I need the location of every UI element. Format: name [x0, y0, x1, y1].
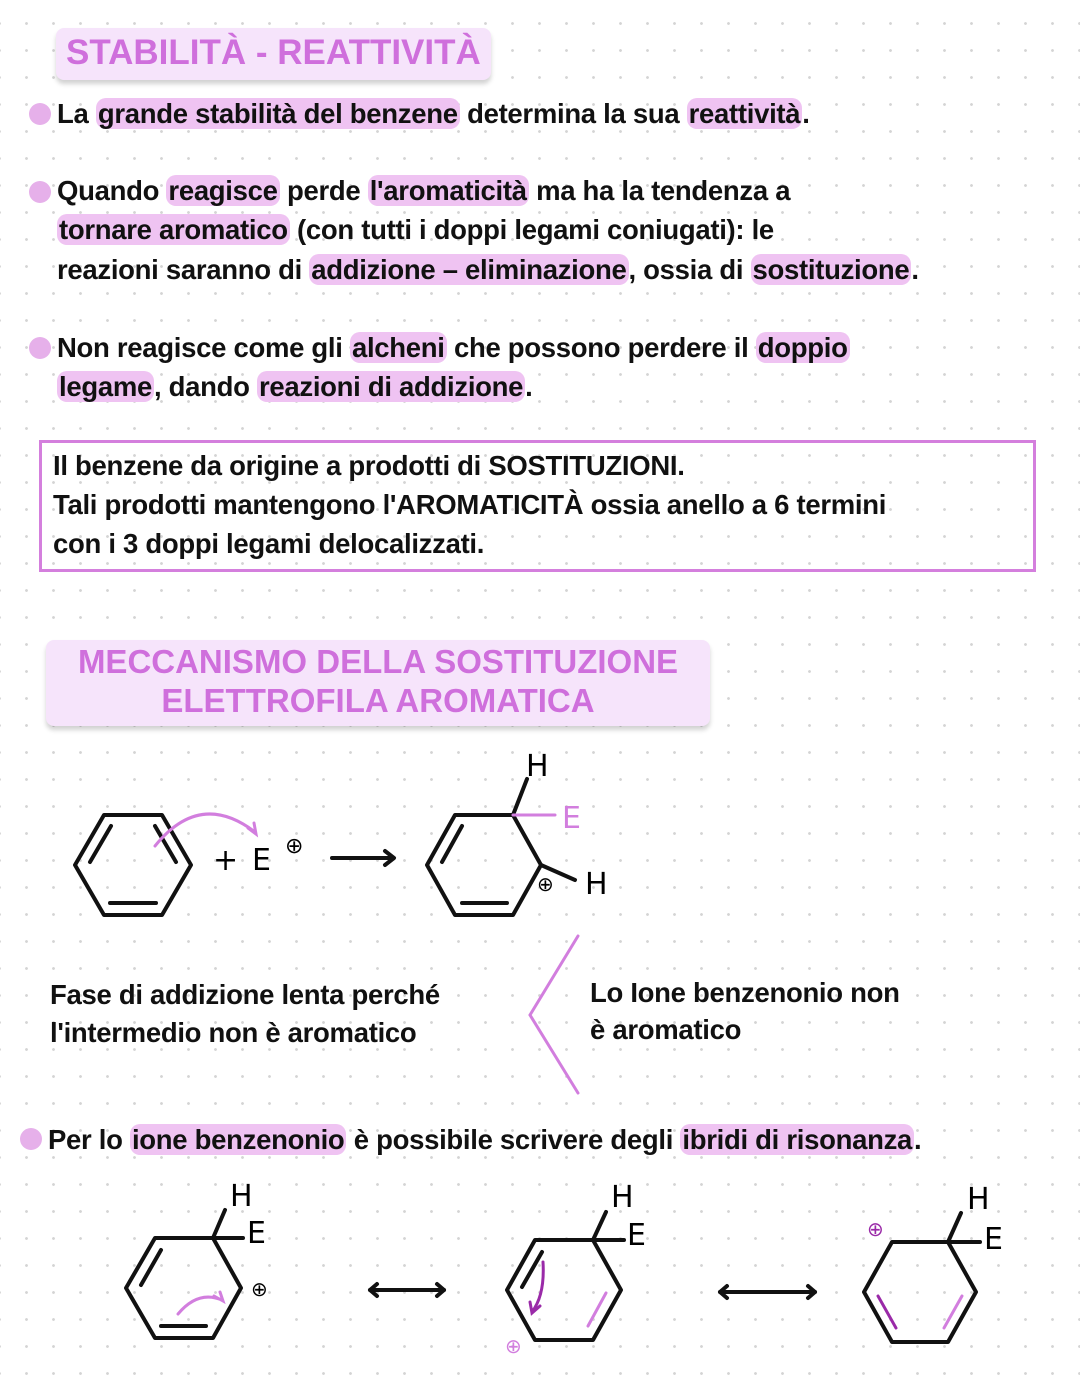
text: , dando: [153, 371, 257, 402]
benzene-ring: [75, 815, 191, 915]
text: Quando: [57, 175, 167, 206]
text: .: [911, 254, 919, 285]
text: La: [57, 98, 96, 129]
hydrogen-label: H: [967, 1182, 990, 1217]
highlight: ibridi di risonanza: [682, 1124, 913, 1155]
text: determina la sua: [459, 98, 687, 129]
paragraph-resonance: [48, 1121, 921, 1159]
benzenonium-ion: [427, 749, 608, 915]
section-title-stabilita: STABILITÀ - REATTIVITÀ: [56, 28, 491, 80]
highlight: legame: [59, 371, 152, 402]
positive-charge-icon: ⊕: [505, 1336, 522, 1358]
text: reazioni saranno di: [57, 254, 310, 285]
summary-line: Il benzene da origine a prodotti di SOSTITUZIONI.: [53, 450, 685, 481]
highlight: reattività: [688, 98, 801, 129]
positive-charge-icon: ⊕: [251, 1279, 268, 1301]
hydrogen-label: H: [526, 749, 549, 784]
hydrogen-label: H: [585, 867, 608, 902]
positive-charge-icon: ⊕: [285, 833, 304, 858]
bracket: [530, 936, 578, 1093]
text: Non reagisce come gli: [57, 332, 350, 363]
text: .: [914, 1124, 922, 1155]
hydrogen-label: H: [611, 1180, 634, 1215]
resonance-arrow-icon: [370, 1284, 444, 1296]
resonance-arrow-icon: [720, 1286, 815, 1298]
hydrogen-label: H: [230, 1179, 253, 1214]
note-right: è aromatico: [590, 1014, 742, 1045]
highlight: doppio: [757, 332, 848, 363]
text: Per lo: [48, 1124, 130, 1155]
highlight: addizione – eliminazione: [311, 254, 627, 285]
note-left: Fase di addizione lenta perché: [50, 979, 440, 1010]
highlight: ione benzenonio: [131, 1124, 345, 1155]
electrophile-label: E: [562, 801, 581, 836]
electrophile: E: [252, 843, 271, 878]
title-line: ELETTROFILA AROMATICA: [161, 682, 595, 719]
text: .: [802, 98, 810, 129]
positive-charge-icon: ⊕: [537, 874, 554, 896]
resonance-structure-1: [126, 1179, 268, 1338]
note-right: Lo Ione benzenonio non: [590, 977, 900, 1008]
text: che possono perdere il: [446, 332, 756, 363]
highlight: tornare aromatico: [59, 214, 288, 245]
summary-line: Tali prodotti mantengono l'AROMATICITÀ ossia anello a 6 termini: [53, 489, 887, 520]
text: è possibile scrivere degli: [346, 1124, 681, 1155]
resonance-structure-2: [505, 1180, 646, 1358]
highlight: l'aromaticità: [369, 175, 527, 206]
resonance-structure-3: [864, 1182, 1003, 1342]
text: .: [525, 371, 533, 402]
positive-charge-icon: ⊕: [867, 1219, 884, 1241]
bullet-icon: [20, 1128, 42, 1150]
curved-arrow-icon: [155, 814, 256, 846]
summary-line: con i 3 doppi legami delocalizzati.: [53, 528, 485, 559]
electrophile-label: E: [627, 1218, 646, 1253]
highlight: reagisce: [168, 175, 278, 206]
text: ma ha la tendenza a: [528, 175, 791, 206]
reaction-arrow-icon: [332, 851, 394, 865]
highlight: sostituzione: [752, 254, 910, 285]
plus-sign: +: [213, 843, 239, 878]
electrophile-label: E: [247, 1216, 266, 1251]
highlight: alcheni: [351, 332, 445, 363]
text: perde: [279, 175, 368, 206]
note-left: l'intermedio non è aromatico: [50, 1017, 417, 1048]
electrophile-label: E: [984, 1222, 1003, 1257]
highlight: grande stabilità del benzene: [97, 98, 458, 129]
text: , ossia di: [628, 254, 751, 285]
title-line: MECCANISMO DELLA SOSTITUZIONE: [77, 643, 679, 680]
text: (con tutti i doppi legami coniugati): le: [289, 214, 774, 245]
highlight: reazioni di addizione: [259, 371, 524, 402]
